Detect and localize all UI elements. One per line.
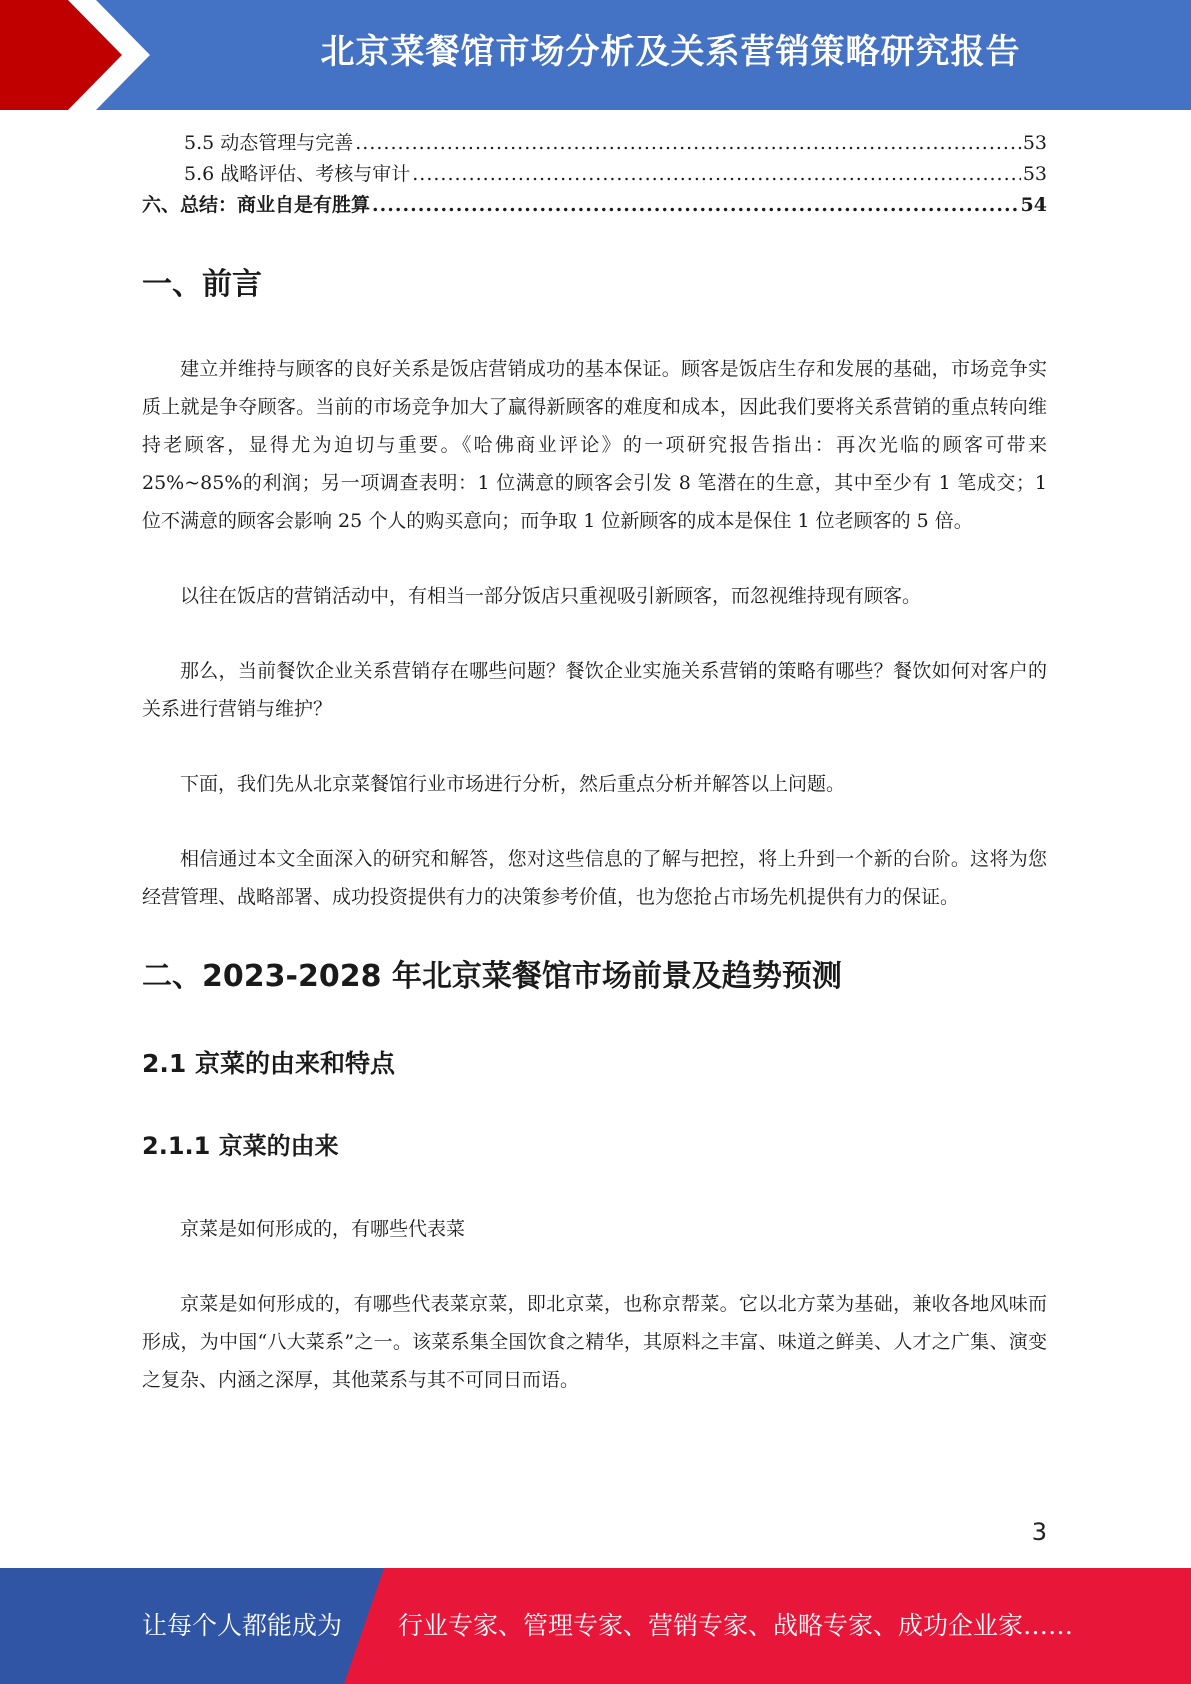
toc-entry-label: 5.5 动态管理与完善 bbox=[184, 132, 354, 154]
toc-entry-label: 六、总结：商业自是有胜算 bbox=[142, 194, 371, 216]
subsubsection-heading: 2.1.1 京菜的由来 bbox=[142, 1132, 339, 1160]
toc-entry[interactable] bbox=[142, 190, 1047, 221]
footer-slogan-left: 让每个人都能成为 bbox=[142, 1611, 343, 1640]
toc-entry-page: 53 bbox=[1022, 132, 1047, 154]
toc-leader-dots bbox=[355, 132, 1021, 154]
section-heading-preface: 一、前言 bbox=[142, 267, 262, 302]
section-heading-forecast: 二、2023-2028 年北京菜餐馆市场前景及趋势预测 bbox=[142, 959, 842, 994]
toc-entry[interactable] bbox=[142, 159, 1047, 190]
table-of-contents bbox=[142, 128, 1047, 221]
toc-entry[interactable] bbox=[142, 128, 1047, 159]
body-paragraph: 那么，当前餐饮企业关系营销存在哪些问题？餐饮企业实施关系营销的策略有哪些？餐饮如何对客户的关系进行营销与维护？ bbox=[142, 660, 1047, 720]
footer-slogan-right: 行业专家、管理专家、营销专家、战略专家、成功企业家…… bbox=[398, 1611, 1074, 1640]
report-title: 北京菜餐馆市场分析及关系营销策略研究报告 bbox=[320, 32, 1021, 72]
toc-entry-label: 5.6 战略评估、考核与审计 bbox=[184, 163, 411, 185]
page-header bbox=[0, 0, 1191, 110]
toc-leader-dots bbox=[412, 163, 1021, 185]
toc-entry-page: 53 bbox=[1022, 163, 1047, 185]
body-paragraph: 下面，我们先从北京菜餐馆行业市场进行分析，然后重点分析并解答以上问题。 bbox=[180, 773, 846, 795]
body-paragraph: 京菜是如何形成的，有哪些代表菜 bbox=[180, 1218, 466, 1240]
body-paragraph: 以往在饭店的营销活动中，有相当一部分饭店只重视吸引新顾客，而忽视维持现有顾客。 bbox=[180, 585, 922, 607]
document-body bbox=[142, 262, 1047, 1399]
toc-leader-dots bbox=[372, 194, 1019, 216]
body-paragraph: 京菜是如何形成的，有哪些代表菜京菜，即北京菜，也称京帮菜。它以北方菜为基础，兼收各地风味而形成，为中国“八大菜系”之一。该菜系集全国饮食之精华，其原料之丰富、味道之鲜美、人才之广集、演变之复杂、内涵之深厚，其他菜系与其不可同日而语。 bbox=[142, 1293, 1047, 1391]
subsection-heading: 2.1 京菜的由来和特点 bbox=[142, 1049, 395, 1078]
body-paragraph: 相信通过本文全面深入的研究和解答，您对这些信息的了解与把控，将上升到一个新的台阶。这将为您经营管理、战略部署、成功投资提供有力的决策参考价值，也为您抢占市场先机提供有力的保证。 bbox=[142, 848, 1047, 908]
toc-entry-page: 54 bbox=[1020, 194, 1047, 216]
page-number: 3 bbox=[1031, 1518, 1047, 1546]
page-footer bbox=[0, 1568, 1191, 1684]
body-paragraph: 建立并维持与顾客的良好关系是饭店营销成功的基本保证。顾客是饭店生存和发展的基础，市场竞争实质上就是争夺顾客。当前的市场竞争加大了赢得新顾客的难度和成本，因此我们要将关系营销的重点转向维持老顾客，显得尤为迫切与重要。《哈佛商业评论》的一项研究报告指出：再次光临的顾客可带来 25%~85%的利润；另一项调查表明：1 位满意的顾客会引发 8 笔潜在的生意，其中至少有 1 笔成交；1 位不满意的顾客会影响 25 个人的购买意向；而争取 1 位新顾客的成本是保住 1 位老顾客的 5 倍。 bbox=[142, 358, 1047, 532]
